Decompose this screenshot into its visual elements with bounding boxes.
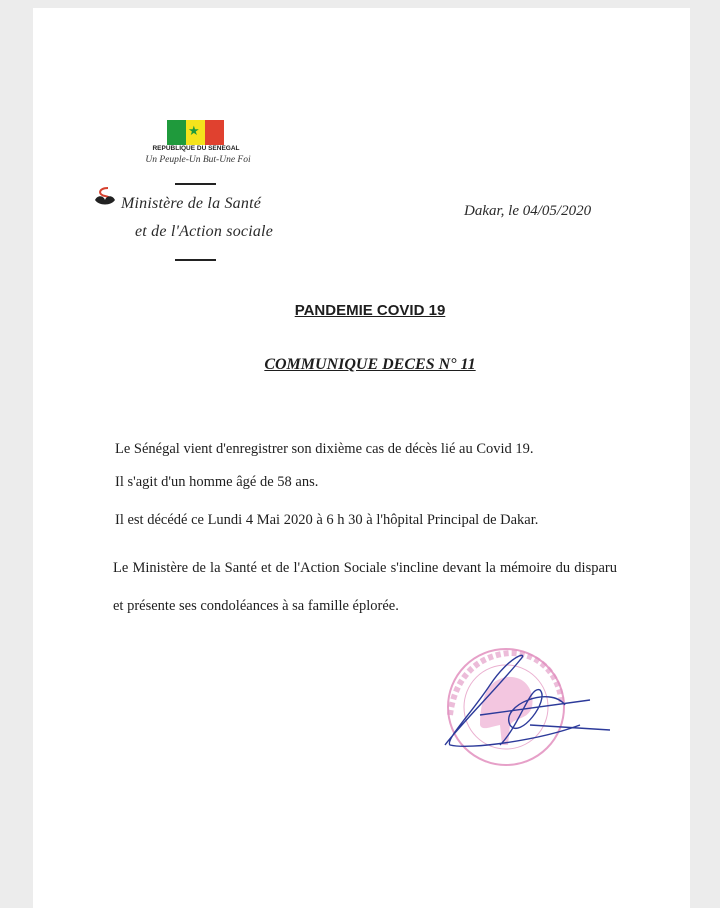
body-paragraph: Il est décédé ce Lundi 4 Mai 2020 à 6 h 30 à l'hôpital Principal de Dakar. [115, 512, 539, 528]
document-subtitle: COMMUNIQUE DECES N° 11 [264, 356, 476, 373]
star-icon: ★ [188, 123, 200, 138]
official-stamp-and-signature [440, 645, 630, 780]
document-title: PANDEMIE COVID 19 [294, 302, 446, 319]
ministry-name-line1: Ministère de la Santé [121, 195, 262, 212]
divider [175, 183, 216, 185]
divider [175, 259, 216, 261]
national-motto: Un Peuple-Un But-Une Foi [145, 155, 251, 165]
ministry-name-line2: et de l'Action sociale [135, 223, 274, 240]
body-paragraph: Le Ministère de la Santé et de l'Action Sociale s'incline devant la mémoire du disparu et présente ses condoléances à sa famille éplorée. [113, 560, 617, 614]
body-paragraph: Le Sénégal vient d'enregistrer son dixième cas de décès lié au Covid 19. [115, 441, 534, 457]
ministry-logo-icon [92, 186, 118, 208]
date-line: Dakar, le 04/05/2020 [464, 203, 592, 219]
senegal-flag [167, 120, 224, 145]
country-name: REPUBLIQUE DU SENEGAL [152, 145, 240, 152]
body-paragraph: Il s'agit d'un homme âgé de 58 ans. [115, 474, 319, 490]
